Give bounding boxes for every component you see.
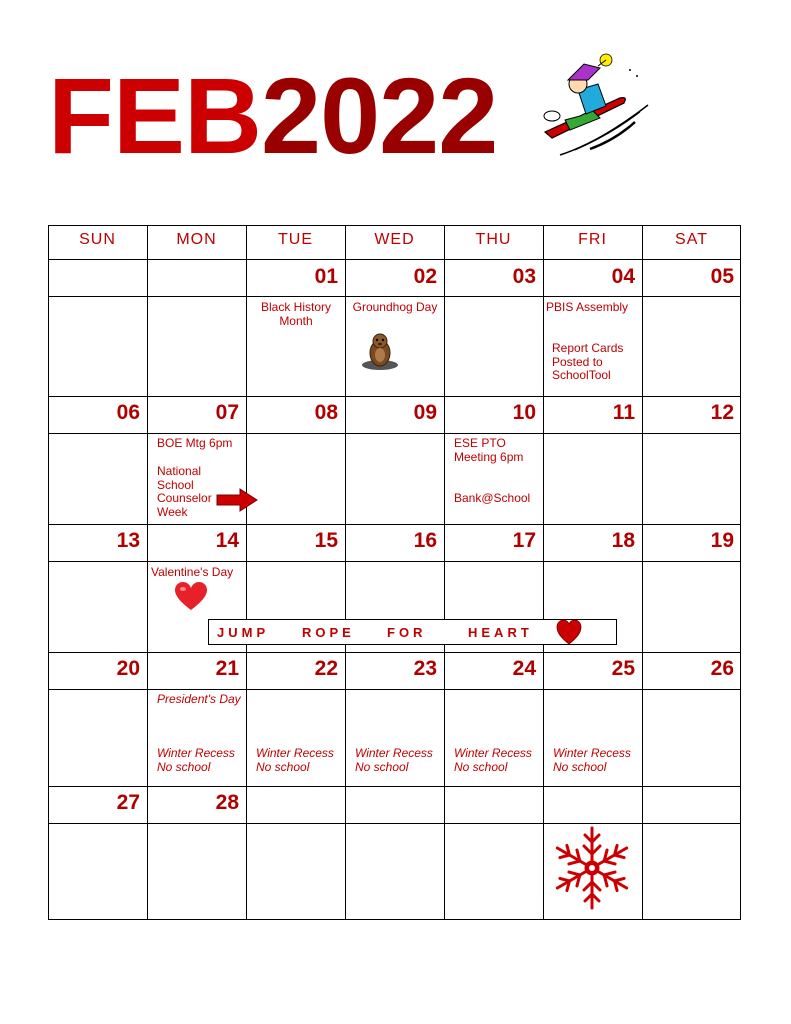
day-number: 03 xyxy=(512,265,536,288)
event-winter-recess: Winter Recess xyxy=(355,746,433,760)
day-number: 23 xyxy=(413,657,437,680)
event-pbis-assembly: PBIS Assembly xyxy=(546,300,629,314)
event-no-school: No school xyxy=(256,760,310,774)
day-number: 10 xyxy=(512,401,536,424)
day-number: 12 xyxy=(710,401,734,424)
event-winter-recess: Winter Recess xyxy=(157,746,235,760)
event-pto-meeting: ESE PTO Meeting 6pm xyxy=(454,436,524,464)
day-number: 11 xyxy=(612,401,635,424)
event-black-history-month: Black History Month xyxy=(260,300,331,328)
kid-on-sled-icon xyxy=(540,50,655,160)
banner-word: HEART xyxy=(468,625,533,640)
groundhog-icon xyxy=(360,331,400,371)
heart-icon xyxy=(174,581,208,611)
event-no-school: No school xyxy=(553,760,607,774)
day-number: 21 xyxy=(215,657,239,680)
day-number: 22 xyxy=(314,657,338,680)
right-arrow-icon xyxy=(216,488,258,512)
weekday-thu: THU xyxy=(475,231,512,248)
day-number: 16 xyxy=(413,529,437,552)
day-number: 14 xyxy=(215,529,239,552)
title-year: 2022 xyxy=(261,55,498,176)
day-number: 01 xyxy=(314,265,338,288)
day-number: 17 xyxy=(512,529,536,552)
day-number: 28 xyxy=(215,791,239,814)
title-month: FEB xyxy=(48,55,261,176)
day-number: 24 xyxy=(512,657,536,680)
event-report-cards: Report Cards Posted to SchoolTool xyxy=(552,341,624,382)
day-number: 04 xyxy=(611,265,635,288)
day-number: 19 xyxy=(710,529,734,552)
day-number: 26 xyxy=(710,657,734,680)
banner-word: ROPE xyxy=(302,625,355,640)
weekday-sat: SAT xyxy=(675,231,708,248)
day-number: 09 xyxy=(413,401,437,424)
event-winter-recess: Winter Recess xyxy=(256,746,334,760)
day-number: 08 xyxy=(314,401,338,424)
event-bank-at-school: Bank@School xyxy=(454,491,531,505)
day-number: 15 xyxy=(314,529,338,552)
heart-icon xyxy=(556,619,582,645)
banner-word: JUMP xyxy=(217,625,270,640)
weekday-fri: FRI xyxy=(578,231,607,248)
day-number: 07 xyxy=(215,401,239,424)
day-number: 25 xyxy=(611,657,635,680)
event-no-school: No school xyxy=(355,760,409,774)
weekday-wed: WED xyxy=(374,231,415,248)
event-no-school: No school xyxy=(454,760,508,774)
calendar-grid xyxy=(48,225,741,920)
day-number: 06 xyxy=(116,401,140,424)
day-number: 20 xyxy=(116,657,140,680)
event-winter-recess: Winter Recess xyxy=(454,746,532,760)
event-no-school: No school xyxy=(157,760,211,774)
jump-rope-banner xyxy=(208,619,617,645)
snowflake-icon xyxy=(545,825,639,911)
event-winter-recess: Winter Recess xyxy=(553,746,631,760)
event-presidents-day: President's Day xyxy=(157,692,241,706)
event-counselor-week: National School Counselor Week xyxy=(157,464,212,519)
day-number: 27 xyxy=(116,791,140,814)
event-boe-meeting: BOE Mtg 6pm xyxy=(157,436,233,450)
weekday-tue: TUE xyxy=(278,231,313,248)
weekday-sun: SUN xyxy=(79,231,116,248)
event-groundhog-day: Groundhog Day xyxy=(352,300,438,314)
day-number: 18 xyxy=(611,529,635,552)
weekday-mon: MON xyxy=(176,231,217,248)
page-title xyxy=(48,55,498,176)
day-number: 05 xyxy=(710,265,734,288)
day-number: 02 xyxy=(413,265,437,288)
event-valentines-day: Valentine's Day xyxy=(151,565,234,579)
banner-word: FOR xyxy=(387,625,427,640)
day-number: 13 xyxy=(116,529,140,552)
